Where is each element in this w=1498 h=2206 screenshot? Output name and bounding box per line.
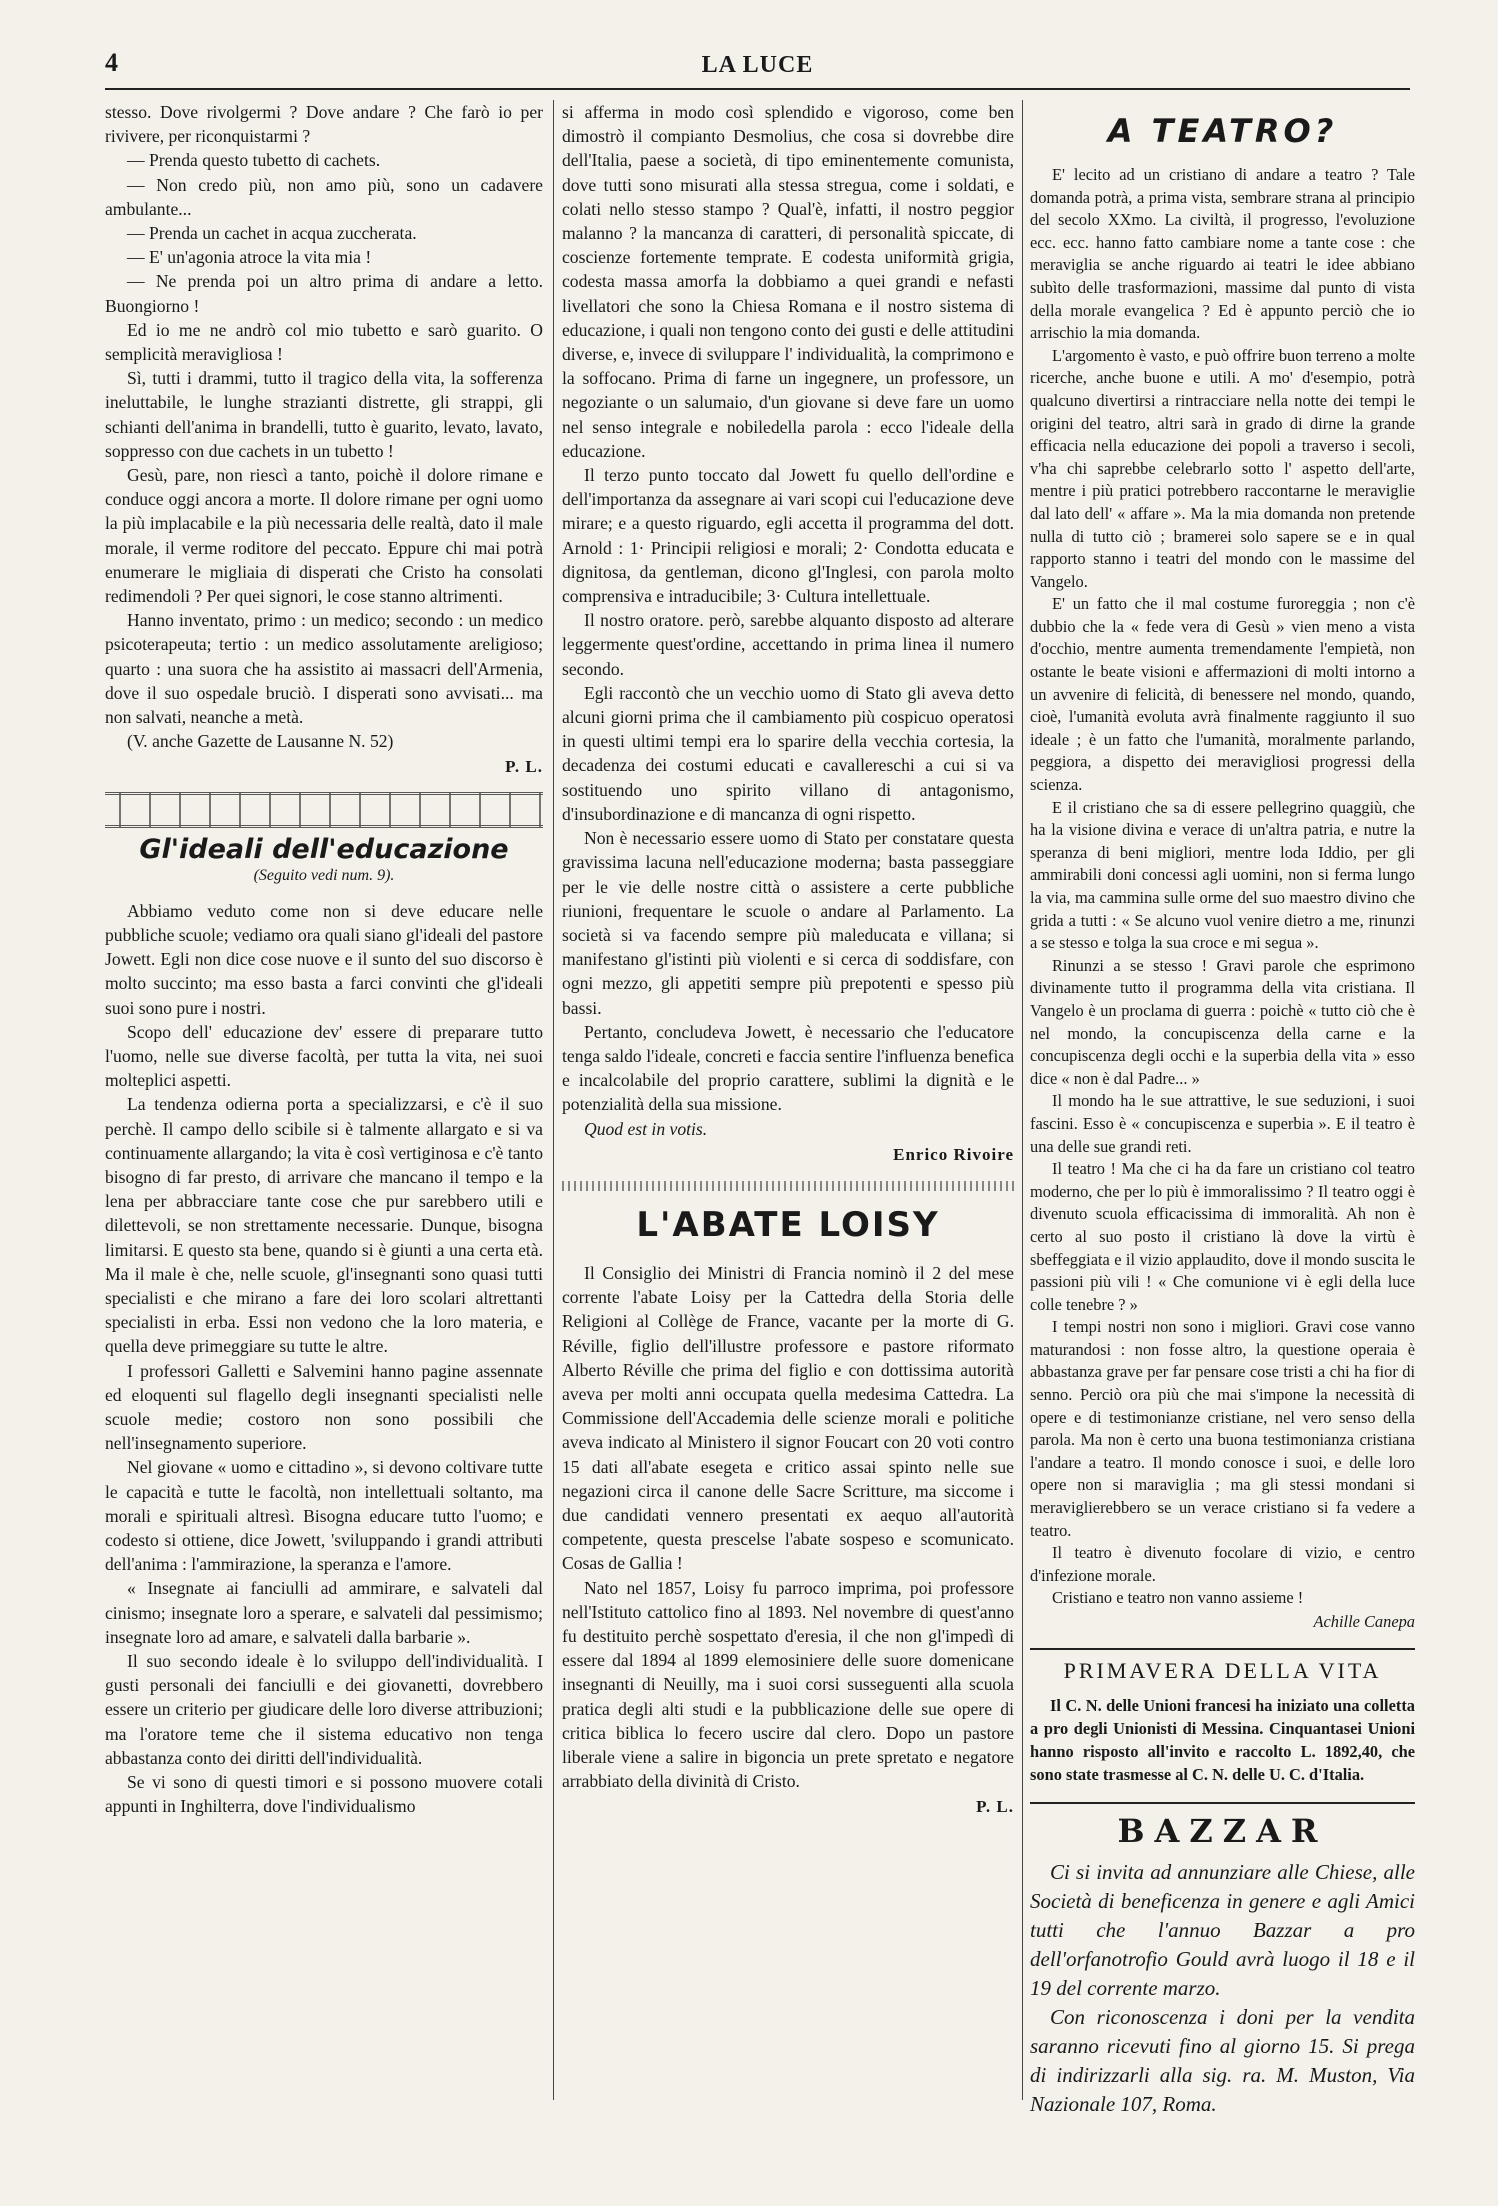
- paragraph: si afferma in modo così splendido e vigoroso, come ben dimostrò il compianto Desmolius, che cosa si dovrebbe dire dell'Italia, paese a società, di tipo eminentemente comunista, dove tutti sono misurati alla stessa stregua, come i soldati, e colati nello stesso stampo ? Qual'è, infatti, il nostro peggior malanno ? la mancanza di caratteri, di personalità spiccate, di coscienze fortemente temprate. E codesta uniformità grigia, codesta massa amorfa la dobbiamo a quei grandi e nefasti livellatori che sono la Chiesa Romana e il nostro sistema di educazione, i quali non tengono conto dei gusti e delle attitudini diverse, e, invece di sviluppare l' individualità, la comprimono e la soffocano. Prima di farne un ingegnere, un professore, un negoziante o un salumaio, d'un giovane si deve fare un uomo nel senso integrale e nobiledella parola : ecco l'ideale della educazione.: [562, 102, 1014, 461]
- decorative-border: [105, 792, 543, 828]
- paragraph: E il cristiano che sa di essere pellegrino quaggiù, che ha la visione divina e verace di un'altra patria, e nutre la speranza di beni migliori, mentre loda Iddio, per gli ammirabili doni concessi agli uomini, non si ferma lungo la via, ma cammina sulle orme del suo maestro divino che grida a tutti : « Se alcuno vuol venire dietro a me, rinunzi a se stesso e tolga la sua croce e mi segua ».: [1030, 797, 1415, 953]
- bazzar-title: BAZZAR: [1117, 1812, 1328, 1851]
- paragraph: Egli raccontò che un vecchio uomo di Stato gli aveva detto alcuni giorni prima che il cambiamento più cospicuo operatosi in questi ultimi tempi era lo sparire della vecchia cortesia, la decadenza dei costumi educati e cavallereschi a cui si va sostituendo uno spirito villano di antagonismo, d'insubordinazione e di mancanza di ogni rispetto.: [562, 682, 1014, 824]
- paragraph: — Ne prenda poi un altro prima di andare a letto. Buongiorno !: [105, 271, 543, 316]
- article-subtitle: (Seguito vedi num. 9).: [253, 866, 395, 884]
- paragraph: Sì, tutti i drammi, tutto il tragico della vita, la sofferenza ineluttabile, le lunghe strazianti distrette, gli strappi, gli schianti dell'anima in brandelli, tutto è guarito, levato, lavato, soppresso con due cachets in un tubetto !: [105, 368, 543, 461]
- paragraph: — Prenda un cachet in acqua zuccherata.: [127, 223, 417, 244]
- paragraph: Il nostro oratore. però, sarebbe alquanto disposto ad alterare leggermente quest'ordine, accettando in prima linea il numero secondo.: [562, 610, 1014, 679]
- paragraph: « Insegnate ai fanciulli ad ammirare, e salvateli dal cinismo; insegnate loro a sperare, e salvateli dal pessimismo; insegnate loro ad amare, e salvateli dalla barbarie ».: [105, 1578, 543, 1647]
- paragraph: Quod est in votis.: [584, 1118, 708, 1139]
- paragraph: Il teatro ! Ma che ci ha da fare un cristiano col teatro moderno, che per lo più è immoralissimo ? Il teatro oggi è divenuto scuola efficacissima di immoralità. Ah non è certo al suo posto il cristiano là dove la virtù è sbeffeggiata e il vizio applaudito, dove il mondo suscita le passioni più vili ! « Che comunione vi è egli della luce colle tenebre ? »: [1030, 1159, 1415, 1314]
- separator: [562, 1181, 1014, 1191]
- paragraph: Scopo dell' educazione dev' essere di preparare tutto l'uomo, nelle sue diverse facoltà, per tutta la vita, nei suoi molteplici aspetti.: [105, 1021, 543, 1091]
- paragraph: E' lecito ad un cristiano di andare a teatro ? Tale domanda potrà, a prima vista, sembrare strana al principio del secolo XXmo. La civiltà, il progresso, l'evoluzione ecc. ecc. hanno fatto cambiare nome a tante cose : che meraviglia se anche riguardo ai teatri le idee abbiano subìto delle trasformazioni, massime dal punto di vista della morale evangelica ? Ed è appunto perciò che io arrischio la mia domanda.: [1030, 165, 1415, 343]
- paragraph: Rinunzi a se stesso ! Gravi parole che esprimono divinamente tutto il programma della vita cristiana. Il Vangelo è un proclama di guerra : poichè « tutto ciò che è nel mondo, la concupiscenza della carne e la concupiscenza degli occhi e la superbia della vita » esso dice « non è dal Padre... »: [1030, 955, 1415, 1088]
- paragraph: Il teatro è divenuto focolare di vizio, e centro d'infezione morale.: [1030, 1543, 1415, 1585]
- paragraph: I tempi nostri non sono i migliori. Gravi cose vanno maturandosi : non fosse altro, la questione operaia è abbastanza grave per far pensare cose tristi a chi ha fior di senno. Perciò ora più che mai s'impone la necessità di opere e di testimonianze cristiane, nel vero senso della parola. Ma non è certo una buona testimonianza cristiana l'andare a teatro. Il mondo conosce i suoi, e delle loro opere non si maraviglia ; ma gli stessi mondani si meraviglierebbero se un verace cristiano si fa vedere a teatro.: [1030, 1317, 1415, 1540]
- signature: Achille Canepa: [1313, 1612, 1415, 1631]
- paragraph: L'argomento è vasto, e può offrire buon terreno a molte ricerche, anche buone e utili. A mo' d'esempio, potrà qualcuno divertirsi a rintracciare nella notte dei tempi le origini del teatro, altri sarà in grado di dirne la grande efficacia nella educazione dei popoli a traverso i secoli, v'ha chi saprebbe celebrarlo sotto l' aspetto dell'arte, mentre i più pratici potrebbero raccontarne le meraviglie dal lato dell' « affare ». Ma la mia domanda non pretende nulla di tutto ciò ; bramerei solo sapere se e in qual rapporto stanno i teatri del mondo con le massime del Vangelo.: [1030, 345, 1415, 591]
- paragraph: Il terzo punto toccato dal Jowett fu quello dell'ordine e dell'importanza da assegnare ai vari scopi cui l'educazione deve mirare; e a questo riguardo, egli accetta il programma del dott. Arnold : 1· Principii religiosi e morali; 2· Condotta educata e dignitosa, da gentleman, dicono gl'Inglesi, con parola molto comprensiva e intraducibile; 3· Cultura intellettuale.: [562, 465, 1014, 607]
- column-divider: [553, 100, 554, 2100]
- paragraph: Il mondo ha le sue attrattive, le sue seduzioni, i suoi fascini. Esso è « concupiscenza e superbia ». E il teatro è una delle sue grandi reti.: [1030, 1091, 1415, 1156]
- intro-signature: P. L.: [505, 757, 543, 777]
- masthead: LA LUCE: [701, 52, 814, 78]
- paragraph: — Non credo più, non amo più, sono un cadavere ambulante...: [105, 174, 543, 219]
- paragraph: Hanno inventato, primo : un medico; secondo : un medico psicoterapeuta; tertio : un medico assolutamente areligioso; quarto : una suora che ha assistito ai massacri dell'Armenia, dove il suo ospedale bruciò. I disperati sono avvisati... ma non salvati, neanche a metà.: [105, 610, 543, 728]
- column-2: [562, 100, 1014, 1822]
- section-rule: [1030, 1648, 1415, 1650]
- bazzar-paragraph: Ci si invita ad annunziare alle Chiese, alle Società di beneficenza in genere e agli Amici tutti che l'annuo Bazzar a pro dell'orfanotrofio Gould avrà luogo il 18 e il 19 del corrente marzo.: [1030, 1860, 1415, 2001]
- paragraph: — Prenda questo tubetto di cachets.: [127, 150, 381, 171]
- primavera-text: Il C. N. delle Unioni francesi ha iniziato una colletta a pro degli Unionisti di Messina. Cinquantasei Unioni hanno risposto all'invito e raccolto L. 1892,40, che sono state trasmesse al C. N. delle U. C. d'Italia.: [1030, 1696, 1415, 1785]
- bazzar-paragraph: Con riconoscenza i doni per la vendita saranno ricevuti fino al giorno 15. Si prega di indirizzarli alla sig. ra. M. Muston, Via Nazionale 107, Roma.: [1030, 2005, 1415, 2117]
- page-header: [105, 48, 1410, 94]
- paragraph: Non è necessario essere uomo di Stato per constatare questa gravissima lacuna nell'educazione moderna; basta passeggiare per le vie delle nostre città o assistere a certe pubbliche riunioni, frequentare le scuole o andare al Parlamento. La società si va facendo sempre più maleducata e villana; si manifestano gl'istinti più violenti e si cerca di soddisfare, con ogni mezzo, gli appetiti sempre più prepotenti e spesso più bassi.: [562, 828, 1014, 1018]
- paragraph: Nel giovane « uomo e cittadino », si devono coltivare tutte le capacità e tutte le facoltà, non intellettuali soltanto, ma morali e spirituali altresì. Bisogna educare tutto l'uomo; e codesto si ottiene, dice Jowett, 'sviluppando i grandi attributi dell'anima : l'ammirazione, la speranza e l'amore.: [105, 1457, 543, 1575]
- article-title: Gl'ideali dell'educazione: [139, 833, 509, 865]
- loisy-signature: P. L.: [976, 1797, 1014, 1817]
- loisy-title: L'ABATE LOISY: [636, 1204, 940, 1245]
- paragraph: stesso. Dove rivolgermi ? Dove andare ? Che farò io per rivivere, per riconquistarmi ?: [105, 102, 543, 147]
- paragraph: Il suo secondo ideale è lo sviluppo dell'individualità. I gusti personali dei fanciulli e dei giovanetti, dovrebbero essere un criterio per giudicare delle loro diverse attribuzioni; ma l'oratore teme che il sistema educativo non tenga abbastanza conto dei diritti dell'individualità.: [105, 1650, 543, 1768]
- column-divider: [1022, 100, 1023, 2100]
- paragraph: Abbiamo veduto come non si deve educare nelle pubbliche scuole; vediamo ora quali siano gl'ideali del pastore Jowett. Egli non dice cose nuove e il sunto del suo discorso è molto succinto; ma esso basta a farci convinti che gl'ideali suoi sono pure i nostri.: [105, 900, 543, 1018]
- primavera-title: PRIMAVERA DELLA VITA: [1063, 1658, 1382, 1684]
- signature: Enrico Rivoire: [893, 1144, 1014, 1164]
- paragraph: — E' un'agonia atroce la vita mia !: [127, 247, 372, 268]
- column-1: [105, 100, 543, 1818]
- teatro-title: A TEATRO?: [1107, 112, 1338, 150]
- page-number: 4: [105, 48, 118, 77]
- paragraph: (V. anche Gazette de Lausanne N. 52): [127, 731, 394, 752]
- paragraph: La tendenza odierna porta a specializzarsi, e c'è il suo perchè. Il campo dello scibile si è talmente allargato e si va continuamente allargando; la vita è così vertiginosa e c'è tanto bisogno di far presto, di arrivare che mancano il tempo e la lena per abbracciare tante cose che pur sarebbero utili e dilettevoli, se non strettamente necessarie. Dunque, bisogna limitarsi. E questo sta bene, quando si è giunti a una certa età. Ma il male è che, nelle scuole, gl'insegnanti sono quasi tutti specialisti e che mirano a fare dei loro scolari altrettanti specialisti in erba. Essi non vedono che la loro materia, e quella deve primeggiare su tutte le altre.: [105, 1094, 543, 1357]
- paragraph: Cristiano e teatro non vanno assieme !: [1052, 1588, 1304, 1608]
- paragraph: Nato nel 1857, Loisy fu parroco imprima, poi professore nell'Istituto cattolico fino al 1893. Nel novembre di quest'anno fu destituito perchè sospettato d'eresia, il che non gl'impedì di essere dal 1894 al 1899 elemosiniere delle suore domenicane insegnanti di Neuilly, ma i suoi corsi susseguenti alla scuola pratica degli alti studi e la pubblicazione delle sue opere di critica biblica lo fecero uscire dal clero. Dopo un pastore liberale viene a salire in bigoncia un prete spretato e negatore arrabbiato della divinità di Cristo.: [562, 1577, 1014, 1792]
- header-rule: [105, 88, 1410, 90]
- paragraph: E' un fatto che il mal costume furoreggia ; non c'è dubbio che la « fede vera di Gesù » vien meno a vista d'occhio, mentre aumenta tremendamente l'empietà, non ostante le beate visioni e affermazioni di molti intorno a un avvenire di felicità, di benessere nel mondo, quando, cioè, l'umanità evoluta avrà finalmente raggiunto il suo ideale ; è un fatto che l'umanità, moralmente parlando, peggiora, a dispetto dei meravigliosi progressi della scienza.: [1030, 594, 1415, 795]
- paragraph: Se vi sono di questi timori e si possono muovere cotali appunti in Inghilterra, dove l'individualismo: [105, 1772, 543, 1817]
- column-3: [1030, 100, 1415, 2119]
- paragraph: Pertanto, concludeva Jowett, è necessario che l'educatore tenga saldo l'ideale, concreti e faccia sentire l'influenza benefica e incalcolabile del proprio carattere, sublimi la dignità e le potenzialità della sua missione.: [562, 1021, 1014, 1115]
- paragraph: I professori Galletti e Salvemini hanno pagine assennate ed eloquenti sul flagello degli insegnanti specialisti nelle scuole medie; costoro non sono possibili che nell'insegnamento superiore.: [105, 1360, 543, 1454]
- paragraph: Gesù, pare, non riescì a tanto, poichè il dolore rimane e conduce oggi ancora a morte. Il dolore rimane per ogni uomo la più implacabile e la più necessaria delle realtà, dato il male morale, il verme roditore del peccato. Eppure chi mai potrà enumerare le migliaia di disperati che Cristo ha consolati redimendoli ? Per quei signori, le cose stanno altrimenti.: [105, 465, 543, 607]
- paragraph: Ed io me ne andrò col mio tubetto e sarò guarito. O semplicità meravigliosa !: [105, 319, 543, 365]
- section-rule: [1030, 1802, 1415, 1804]
- paragraph: Il Consiglio dei Ministri di Francia nominò il 2 del mese corrente l'abate Loisy per la Cattedra della Storia delle Religioni al Collège de France, vacante per la morte di G. Réville, figlio dell'illustre professore e pastore riformato Alberto Réville che prima del figlio e con dottissima autorità aveva per molti anni occupata quella medesima Cattedra. La Commissione dell'Accademia delle scienze morali e politiche aveva indicato al Ministero il signor Foucart con 20 voti contro 15 dati all'abate esegeta e critico assai spinto nelle sue negazioni circa il canone delle Sacre Scritture, ma siccome i due candidati vennero presentati ex aequo all'autorità competente, questa prescelse l'abate sospeso e scomunicato. Cosas de Gallia !: [562, 1262, 1014, 1574]
